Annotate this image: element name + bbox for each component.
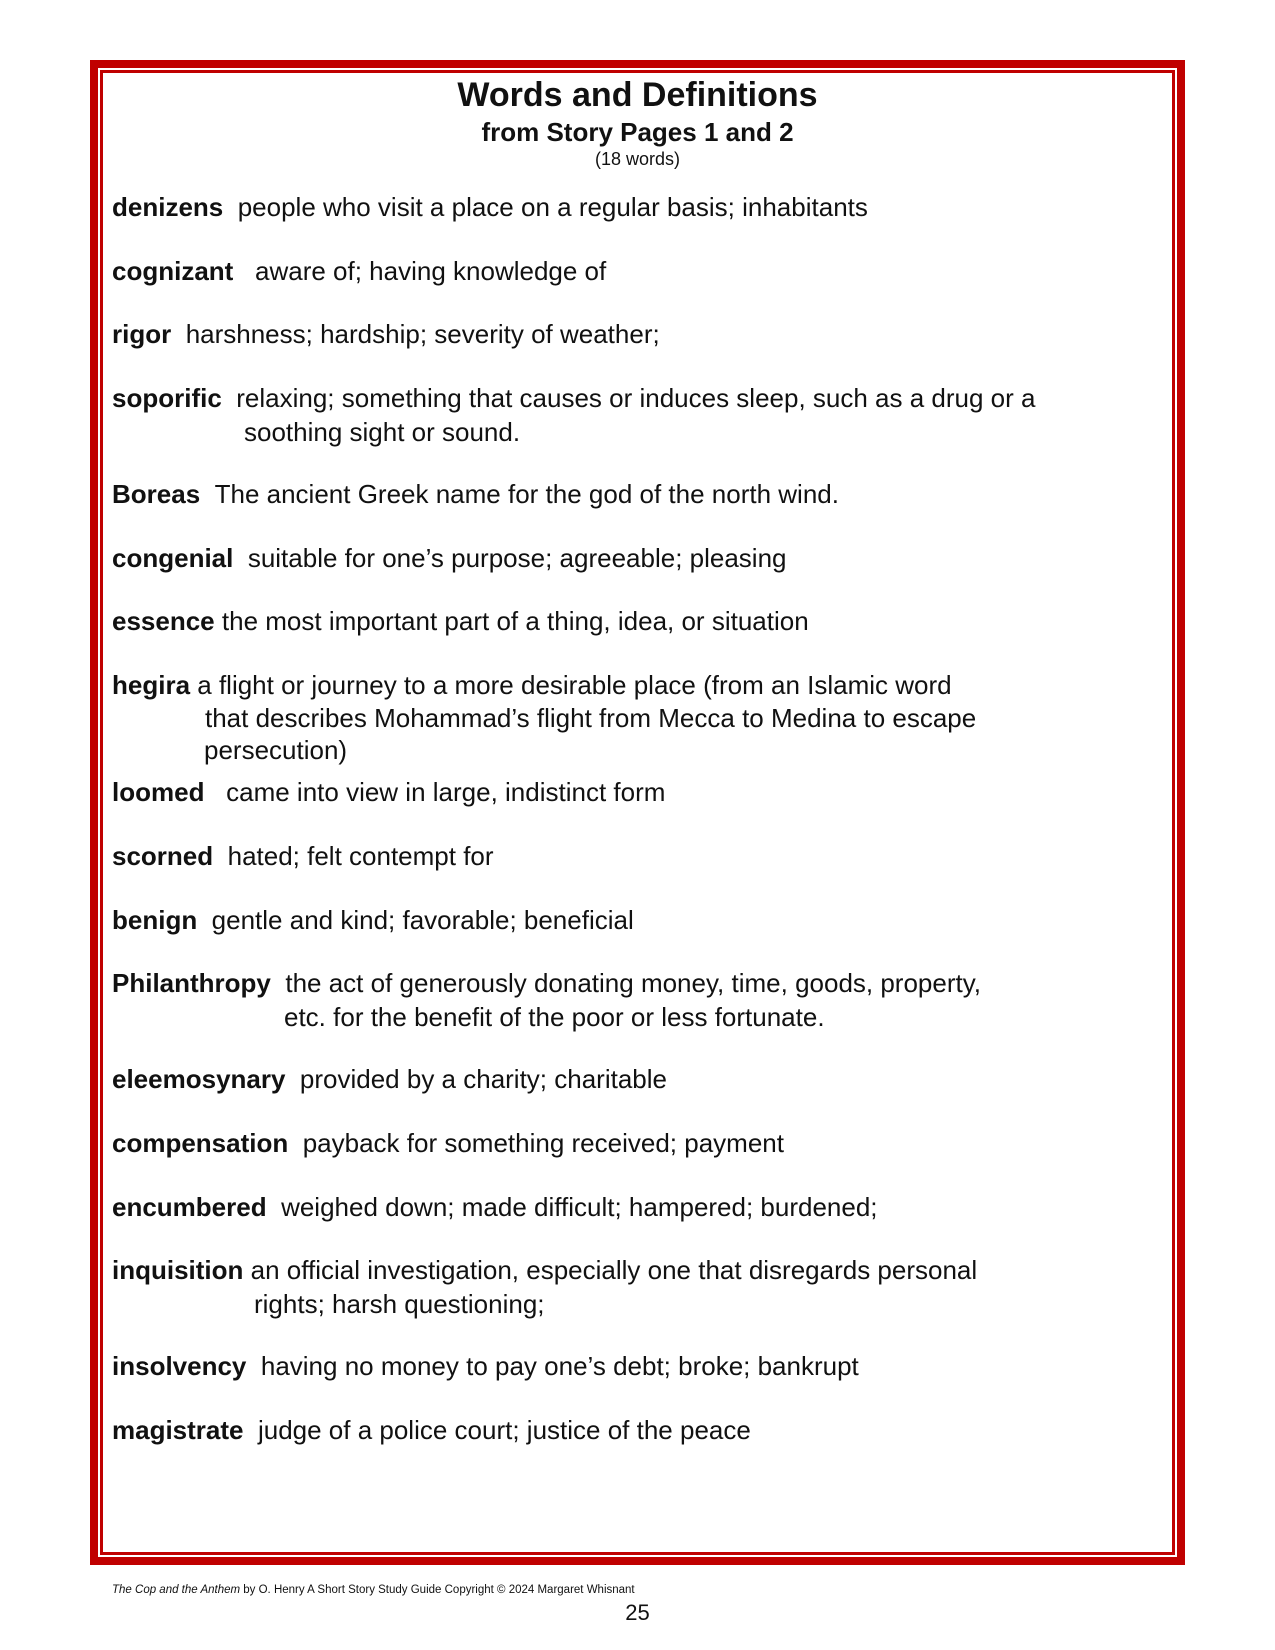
vocab-term: rigor — [112, 319, 172, 349]
vocab-term: cognizant — [112, 256, 234, 286]
vocab-definition: aware of; having knowledge of — [255, 256, 607, 286]
vocab-definition-continued: persecution) — [204, 735, 348, 765]
vocab-definition-continued: etc. for the benefit of the poor or less fortunate. — [284, 1002, 825, 1032]
vocab-definition: the act of generously donating money, time, goods, property, — [285, 968, 982, 998]
vocab-definition: relaxing; something that causes or induces sleep, such as a drug or a — [236, 383, 1036, 413]
page-border-inner — [100, 70, 1175, 1555]
vocab-definition-continued: that describes Mohammad’s flight from Mecca to Medina to escape — [205, 703, 977, 733]
vocab-entry-philanthropy — [112, 966, 981, 1034]
vocab-entry-loomed — [112, 775, 665, 809]
vocab-definition: having no money to pay one’s debt; broke; bankrupt — [260, 1351, 859, 1381]
vocab-definition: people who visit a place on a regular basis; inhabitants — [237, 192, 868, 222]
vocab-term: hegira — [112, 670, 191, 700]
vocab-term: inquisition — [112, 1255, 244, 1285]
vocab-term: insolvency — [112, 1351, 247, 1381]
vocab-term: essence — [112, 606, 215, 636]
vocab-definition: judge of a police court; justice of the peace — [257, 1415, 751, 1445]
vocab-definition: the most important part of a thing, idea, or situation — [221, 606, 809, 636]
vocab-definition: an official investigation, especially one that disregards personal — [250, 1255, 978, 1285]
page-subtitle: from Story Pages 1 and 2 — [481, 117, 794, 147]
vocab-definition: gentle and kind; favorable; beneficial — [211, 905, 634, 935]
vocab-definition: harshness; hardship; severity of weather; — [185, 319, 660, 349]
vocab-term: benign — [112, 905, 198, 935]
vocab-entry-cognizant — [112, 254, 606, 288]
vocab-entry-benign — [112, 903, 634, 937]
vocab-definition-continued: rights; harsh questioning; — [254, 1289, 545, 1319]
vocab-term: encumbered — [112, 1192, 267, 1222]
vocab-term: soporific — [112, 383, 222, 413]
vocab-entry-congenial — [112, 541, 787, 575]
vocab-entry-scorned — [112, 839, 494, 873]
vocab-term: denizens — [112, 192, 224, 222]
vocab-entry-essence — [112, 604, 809, 638]
vocab-term: Boreas — [112, 479, 201, 509]
vocab-entry-eleemosynary — [112, 1062, 667, 1096]
page-title: Words and Definitions — [457, 76, 818, 114]
vocab-term: compensation — [112, 1128, 289, 1158]
vocab-definition: The ancient Greek name for the god of the north wind. — [214, 479, 839, 509]
vocab-definition: came into view in large, indistinct form — [226, 777, 666, 807]
vocab-entry-hegira — [112, 668, 976, 766]
vocab-definition: provided by a charity; charitable — [299, 1064, 667, 1094]
page-footer — [112, 1583, 635, 1597]
page-number: 25 — [625, 1600, 650, 1625]
footer-book-title: The Cop and the Anthem — [112, 1584, 241, 1596]
vocab-entry-rigor — [112, 317, 660, 351]
vocab-entry-magistrate — [112, 1413, 751, 1447]
vocab-definition: hated; felt contempt for — [227, 841, 494, 871]
vocab-entry-denizens — [112, 190, 868, 224]
vocab-definition: payback for something received; payment — [302, 1128, 784, 1158]
vocab-term: eleemosynary — [112, 1064, 286, 1094]
vocab-term: loomed — [112, 777, 205, 807]
vocab-entry-insolvency — [112, 1349, 859, 1383]
vocab-entry-inquisition — [112, 1253, 977, 1321]
word-count: (18 words) — [594, 149, 681, 169]
vocab-term: Philanthropy — [112, 968, 271, 998]
vocab-entry-boreas — [112, 477, 839, 511]
vocab-definition-continued: soothing sight or sound. — [244, 417, 521, 447]
vocab-term: magistrate — [112, 1415, 244, 1445]
page-header — [100, 74, 1175, 170]
footer-copyright: by O. Henry A Short Story Study Guide Copyright © 2024 Margaret Whisnant — [240, 1584, 635, 1596]
vocab-term: congenial — [112, 543, 234, 573]
vocab-definition: weighed down; made difficult; hampered; burdened; — [281, 1192, 878, 1222]
vocab-entry-soporific — [112, 381, 1035, 449]
vocab-definition: suitable for one’s purpose; agreeable; pleasing — [247, 543, 787, 573]
vocab-entry-compensation — [112, 1126, 784, 1160]
vocab-term: scorned — [112, 841, 214, 871]
vocab-entry-encumbered — [112, 1190, 878, 1224]
vocab-definition: a flight or journey to a more desirable place (from an Islamic word — [197, 670, 952, 700]
